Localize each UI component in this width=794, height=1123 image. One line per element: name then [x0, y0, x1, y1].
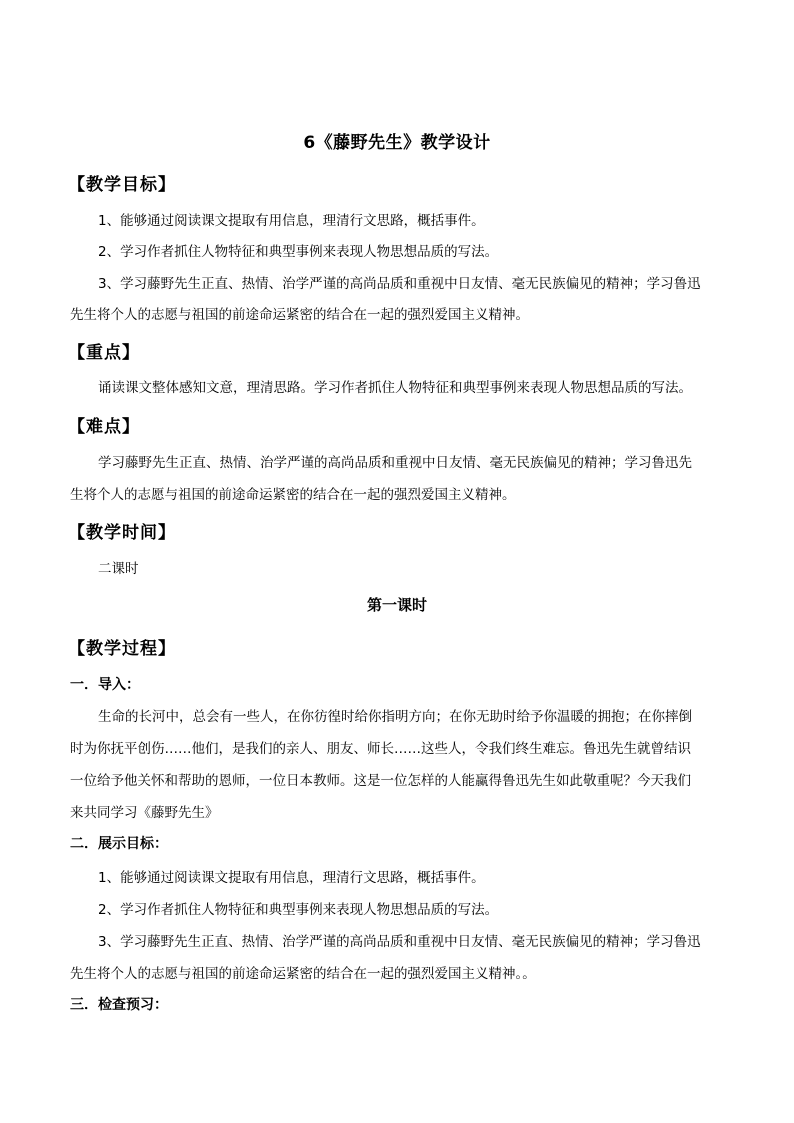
objective-3-line-1: 3、学习藤野先生正直、热情、治学严谨的高尚品质和重视中日友情、毫无民族偏见的精神；学习鲁迅: [98, 276, 701, 292]
step2-line-1: 1、能够通过阅读课文提取有用信息，理清行文思路，概括事件。: [98, 870, 485, 886]
time-heading: 【教学时间】: [68, 523, 176, 543]
step3-heading: 三．检查预习：: [70, 997, 168, 1013]
objective-2: 2、学习作者抓住人物特征和典型事例来表现人物思想品质的写法。: [98, 244, 499, 260]
key-heading: 【重点】: [68, 343, 140, 363]
difficulty-line-1: 学习藤野先生正直、热情、治学严谨的高尚品质和重视中日友情、毫无民族偏见的精神；学习鲁迅先: [98, 455, 692, 471]
objective-1: 1、能够通过阅读课文提取有用信息，理清行文思路，概括事件。: [98, 213, 485, 229]
step1-line-4: 来共同学习《藤野先生》: [70, 805, 219, 821]
difficulty-line-2: 生将个人的志愿与祖国的前途命运紧密的结合在一起的强烈爱国主义精神。: [70, 487, 516, 503]
step2-heading: 二．展示目标：: [70, 836, 168, 852]
step1-heading: 一．导入：: [70, 677, 140, 693]
step2-line-3: 3、学习藤野先生正直、热情、治学严谨的高尚品质和重视中日友情、毫无民族偏见的精神；学习鲁迅: [98, 934, 701, 950]
time-text: 二课时: [98, 561, 139, 577]
lesson-title: 第一课时: [366, 596, 427, 614]
step1-line-3: 一位给予他关怀和帮助的恩师，一位日本教师。这是一位怎样的人能赢得鲁迅先生如此敬重呢？今天我们: [70, 773, 691, 789]
document-title: 6《藤野先生》教学设计: [303, 133, 491, 153]
step2-line-4: 先生将个人的志愿与祖国的前途命运紧密的结合在一起的强烈爱国主义精神。。: [70, 966, 536, 982]
objective-3-line-2: 先生将个人的志愿与祖国的前途命运紧密的结合在一起的强烈爱国主义精神。: [70, 307, 529, 323]
objectives-heading: 【教学目标】: [68, 175, 176, 195]
step1-line-2: 时为你抚平创伤……他们，是我们的亲人、朋友、师长……这些人，令我们终生难忘。鲁迅先生就曾结识: [70, 741, 691, 757]
process-heading: 【教学过程】: [68, 639, 176, 659]
step1-line-1: 生命的长河中，总会有一些人，在你彷徨时给你指明方向；在你无助时给予你温暖的拥抱；在你摔倒: [98, 709, 692, 725]
key-text: 诵读课文整体感知文意，理清思路。学习作者抓住人物特征和典型事例来表现人物思想品质的写法。: [98, 380, 692, 396]
step2-line-2: 2、学习作者抓住人物特征和典型事例来表现人物思想品质的写法。: [98, 902, 499, 918]
difficulty-heading: 【难点】: [68, 417, 140, 437]
